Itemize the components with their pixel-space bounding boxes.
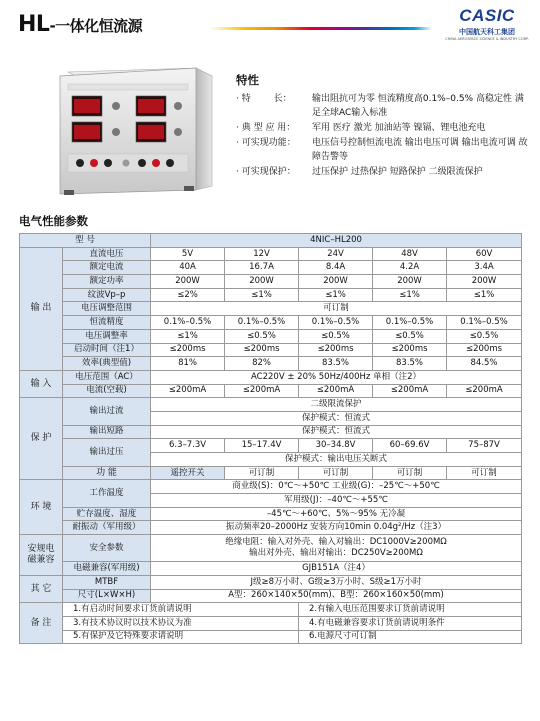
cell: ≤200ms (373, 343, 447, 357)
cell: ≤0.5% (299, 329, 373, 343)
cell-span: GJB151A（注4） (151, 562, 522, 576)
cell: ≤0.5% (225, 329, 299, 343)
cell: 12V (225, 247, 299, 261)
cell: 0.1%–0.5% (225, 316, 299, 330)
cell: ≤200ms (447, 343, 522, 357)
cell: ≤200mA (299, 384, 373, 398)
feature-text: 电压信号控制恒流电流 输出电压可调 输出电流可调 故障告警等 (312, 138, 528, 162)
cell: 48V (373, 247, 447, 261)
param-name: 电压范围（AC） (63, 370, 151, 384)
features-heading: 特性 (236, 73, 259, 87)
feature-item (236, 92, 532, 120)
feature-label: · 典 型 应 用： (236, 123, 296, 133)
logo-cn: 中国航天科工集团 (459, 28, 515, 36)
table-row (20, 507, 522, 521)
cell-span: 二级限流保护 (151, 398, 522, 412)
remark-item: 2.有输入电压范围要求订货前请说明 (299, 603, 522, 617)
cell: 可订制 (447, 466, 522, 480)
table-row (20, 535, 522, 562)
param-name: 额定电流 (63, 261, 151, 275)
param-name: 直流电压 (63, 247, 151, 261)
table-row (20, 575, 522, 589)
feature-label: · 可实现功能： (236, 138, 296, 148)
cell: 82% (225, 357, 299, 371)
table-row (20, 316, 522, 330)
cell: ≤1% (447, 288, 522, 302)
remark-item: 4.有电磁兼容要求订货前请说明条件 (299, 616, 522, 630)
cell: ≤200mA (151, 384, 225, 398)
cell: 30–34.8V (299, 439, 373, 453)
title-subtitle: 一体化恒流源 (55, 17, 143, 35)
cell: 24V (299, 247, 373, 261)
table-row (20, 480, 522, 494)
cell: 60–69.6V (373, 439, 447, 453)
table-row (20, 589, 522, 603)
table-row (20, 288, 522, 302)
table-row (20, 521, 522, 535)
remark-item: 5.有保护及它特殊要求请说明 (63, 630, 299, 644)
param-name: 遥控开关 (151, 466, 225, 480)
model-label: 型 号 (20, 234, 151, 248)
cell: 可订制 (225, 466, 299, 480)
cell: 4.2A (373, 261, 447, 275)
cell: 0.1%–0.5% (373, 316, 447, 330)
cell-span: 可订制 (151, 302, 522, 316)
cell: 16.7A (225, 261, 299, 275)
cell: ≤200ms (151, 343, 225, 357)
table-row (20, 275, 522, 289)
table-row (20, 370, 522, 384)
features-section (236, 72, 532, 180)
cell: ≤1% (151, 329, 225, 343)
param-name: 电磁兼容(军用级) (63, 562, 151, 576)
page-title (18, 12, 142, 37)
title-dash: - (49, 17, 56, 35)
section-title: 电气性能参数 (19, 214, 88, 228)
cell: ≤200ms (225, 343, 299, 357)
cell: ≤200mA (447, 384, 522, 398)
cell: ≤0.5% (373, 329, 447, 343)
param-name: 恒流精度 (63, 316, 151, 330)
table-row (20, 398, 522, 412)
category-output: 输 出 (20, 247, 63, 370)
cell: 83.5% (299, 357, 373, 371)
cell-span (151, 535, 522, 562)
cell: 0.1%–0.5% (151, 316, 225, 330)
cell: 200W (299, 275, 373, 289)
cell: 可订制 (373, 466, 447, 480)
safety-line2: 输出对外壳、输出对输出：DC250V≥200MΩ (249, 548, 423, 559)
table-row (20, 439, 522, 453)
cell: 3.4A (447, 261, 522, 275)
power-supply-image (46, 62, 218, 202)
cell: 6.3–7.3V (151, 439, 225, 453)
feature-item (236, 121, 532, 135)
cell: 83.5% (373, 357, 447, 371)
cell: ≤200mA (225, 384, 299, 398)
table-row (20, 247, 522, 261)
category-safety-line2: 磁兼容 (27, 554, 55, 565)
category-function: 功 能 (63, 466, 151, 480)
cell: 5V (151, 247, 225, 261)
cell-span: J级≥8万小时、G级≥3万小时、S级≥1万小时 (151, 575, 522, 589)
cell: 75–87V (447, 439, 522, 453)
cell-span: 保护模式：恒流式 (151, 411, 522, 425)
param-name: 输出过压 (63, 439, 151, 466)
remark-item: 6.电源尺寸可订制 (299, 630, 522, 644)
category-remarks: 备 注 (20, 603, 63, 644)
logo-text: CASIC (459, 6, 515, 25)
param-name: 输出短路 (63, 425, 151, 439)
cell: ≤1% (299, 288, 373, 302)
cell: 15–17.4V (225, 439, 299, 453)
cell: ≤1% (373, 288, 447, 302)
cell-span: 保护模式：输出电压关断式 (151, 453, 522, 467)
param-name: MTBF (63, 575, 151, 589)
cell: 81% (151, 357, 225, 371)
logo-en: CHINA AEROSPACE SCIENCE & INDUSTRY CORP. (445, 37, 529, 41)
feature-item (236, 165, 532, 179)
cell: ≤200mA (373, 384, 447, 398)
table-row (20, 603, 522, 617)
cell-span: –45℃～+60℃、5%～95% 无冷凝 (151, 507, 522, 521)
cell: 8.4A (299, 261, 373, 275)
cell: 40A (151, 261, 225, 275)
table-row-model (20, 234, 522, 248)
rainbow-divider (210, 27, 432, 30)
feature-text: 过压保护 过热保护 短路保护 二级限流保护 (312, 167, 483, 177)
param-name: 尺寸(L×W×H) (63, 589, 151, 603)
cell: 0.1%–0.5% (447, 316, 522, 330)
spec-table (19, 233, 522, 644)
table-row (20, 630, 522, 644)
cell-span: AC220V ± 20% 50Hz/400Hz 单相（注2） (151, 370, 522, 384)
cell-span: 军用级(J)：–40℃～+55℃ (151, 494, 522, 508)
param-name: 安全参数 (63, 535, 151, 562)
param-name: 效率(典型值) (63, 357, 151, 371)
table-row (20, 302, 522, 316)
category-other: 其 它 (20, 575, 63, 602)
category-safety-line1: 安规电 (27, 543, 55, 554)
cell: 84.5% (447, 357, 522, 371)
cell: 60V (447, 247, 522, 261)
safety-line1: 绝缘电阻：输入对外壳、输入对输出：DC1000V≥200MΩ (225, 537, 447, 548)
cell-span: A型：260×140×50(mm)、B型：260×160×50(mm) (151, 589, 522, 603)
cell: 200W (151, 275, 225, 289)
table-row (20, 261, 522, 275)
table-row (20, 616, 522, 630)
cell: ≤200ms (299, 343, 373, 357)
model-prefix: HL (18, 12, 50, 37)
feature-text: 输出阻抗可为零 恒流精度高0.1%–0.5% 高稳定性 满足全球AC输入标准 (312, 94, 524, 118)
model-value: 4NIC–HL200 (151, 234, 522, 248)
cell: ≤2% (151, 288, 225, 302)
category-input: 输 入 (20, 370, 63, 397)
cell: 200W (447, 275, 522, 289)
table-row (20, 384, 522, 398)
param-name: 耐振动（军用级） (63, 521, 151, 535)
param-name: 输出过流 (63, 398, 151, 425)
cell: 200W (373, 275, 447, 289)
casic-logo (444, 6, 530, 46)
category-environment: 环 境 (20, 480, 63, 535)
param-name: 启动时间（注1） (63, 343, 151, 357)
feature-text: 军用 医疗 激光 加油站等 镍镉、锂电池充电 (312, 123, 486, 133)
cell: 200W (225, 275, 299, 289)
remark-item: 1.有启动时间要求订货前请说明 (63, 603, 299, 617)
cell: ≤1% (225, 288, 299, 302)
table-row (20, 466, 522, 480)
cell-span: 振动频率20–2000Hz 安装方向10min 0.04g²/Hz（注3） (151, 521, 522, 535)
table-row (20, 562, 522, 576)
param-name: 电压调整范围 (63, 302, 151, 316)
table-row (20, 357, 522, 371)
remark-item: 3.有技术协议时以技术协议为准 (63, 616, 299, 630)
cell: ≤0.5% (447, 329, 522, 343)
feature-label: · 可实现保护： (236, 167, 296, 177)
category-safety (20, 535, 63, 576)
table-row (20, 343, 522, 357)
cell-span: 商业级(S)：0℃～+50℃ 工业级(G)：–25℃～+50℃ (151, 480, 522, 494)
category-protect: 保 护 (20, 398, 63, 480)
param-name: 电压调整率 (63, 329, 151, 343)
page-header (0, 0, 540, 52)
param-name: 贮存温度、湿度 (63, 507, 151, 521)
table-row (20, 425, 522, 439)
param-name: 工作温度 (63, 480, 151, 507)
cell: 可订制 (299, 466, 373, 480)
cell: 0.1%–0.5% (299, 316, 373, 330)
param-name: 纹波Vp–p (63, 288, 151, 302)
feature-item (236, 136, 532, 164)
table-row (20, 329, 522, 343)
param-name: 额定功率 (63, 275, 151, 289)
param-name: 电流(空载) (63, 384, 151, 398)
feature-label: · 特 长： (236, 94, 292, 104)
cell-span: 保护模式：恒流式 (151, 425, 522, 439)
